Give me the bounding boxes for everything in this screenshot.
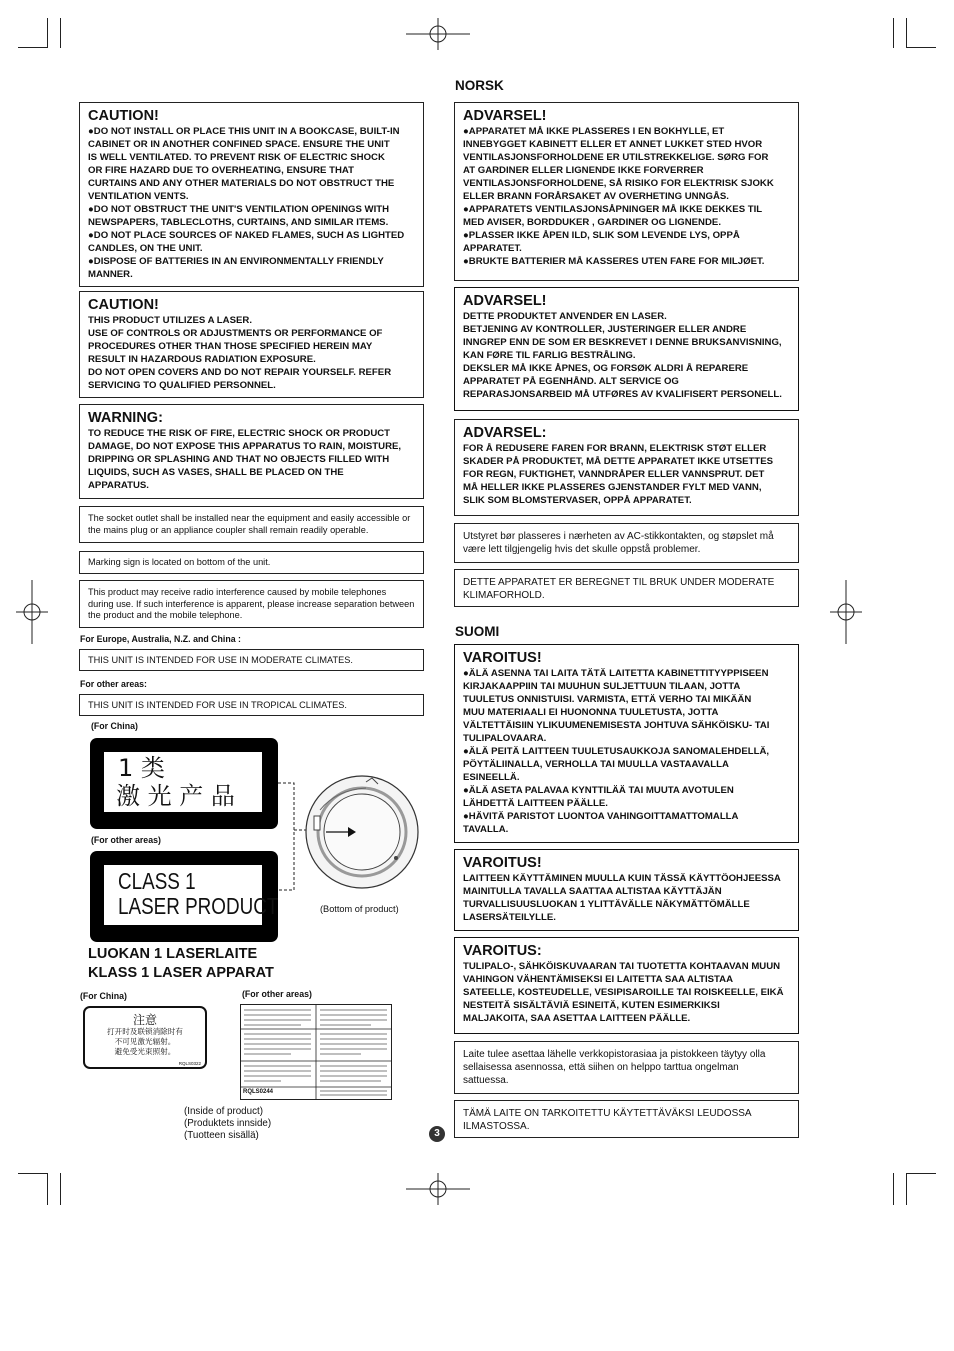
marking-note: Marking sign is located on bottom of the unit.	[88, 557, 271, 567]
norsk-heading: NORSK	[455, 78, 504, 93]
varoitus-laser-title: VAROITUS!	[463, 855, 542, 871]
caution-text: ●DO NOT INSTALL OR PLACE THIS UNIT IN A BOOKCASE, BUILT-IN CABINET OR IN ANOTHER CONFINED SPACE. ENSURE THE UNIT IS WELL VENTILATED. TO PREVENT RISK OF ELECTRIC SHOCK OR FIRE HAZARD DUE TO OVERHEATING, ENSURE THAT CURTAINS AND ANY OTHER MATERIALS DO NOT OBSTRUCT THE VENTILATION VENTS. ●DO NOT OBSTRUCT THE UNIT'S VENTILATION OPENINGS WITH NEWSPAPERS, TABLECLOTHS, CURTAINS, AND SIMILAR ITEMS. ●DO NOT PLACE SOURCES OF NAKED FLAMES, SUCH AS LIGHTED CANDLES, ON THE UNIT. ●DISPOSE OF BATTERIES IN AN ENVIRONMENTALLY FRIENDLY MANNER.	[88, 126, 405, 280]
varoitus-fire-title: VAROITUS:	[463, 943, 542, 959]
china-label-line1: 1 类	[118, 754, 165, 782]
china-label-line2: 激 光 产 品	[116, 782, 235, 810]
other-areas-label: For other areas:	[80, 679, 147, 689]
advarsel-title: ADVARSEL!	[463, 108, 547, 124]
socket-note: The socket outlet shall be installed near the equipment and easily accessible or the mains plug or an appliance coupler shall remain readily operable.	[88, 513, 411, 535]
klima-note-box	[454, 569, 799, 607]
klass-heading: KLASS 1 LASER APPARAT	[88, 965, 274, 981]
crop-mark	[47, 18, 48, 48]
page-number: 3	[429, 1126, 445, 1142]
bottom-of-product-caption: (Bottom of product)	[320, 904, 399, 914]
registration-mark-bottom	[406, 1173, 470, 1205]
leudossa-note: TÄMÄ LAITE ON TARKOITETTU KÄYTETTÄVÄKSI LEUDOSSA ILMASTOSSA.	[463, 1108, 752, 1132]
moderate-climate-note: THIS UNIT IS INTENDED FOR USE IN MODERATE CLIMATES.	[88, 655, 353, 665]
utstyret-note-box	[454, 523, 799, 563]
warning-box	[79, 404, 424, 499]
crop-mark	[906, 18, 907, 48]
for-china-caption-2: (For China)	[80, 991, 127, 1001]
inside-of-product-caption: (Inside of product) (Produktets innside) (Tuotteen sisällä)	[184, 1106, 272, 1141]
varoitus-laser-text: LAITTEEN KÄYTTÄMINEN MUULLA KUIN TÄSSÄ KÄYTTÖOHJEESSA MAINITULLA TAVALLA SAATTAA ALTISTAA KÄYTTÄJÄN TURVALLISUUSLUOKAN 1 YLITTÄVÄLLE NÄKYMÄTTÖMÄLLE LASERSÄTEILYLLE.	[463, 873, 781, 923]
marking-note-box	[79, 551, 424, 574]
warning-title: WARNING:	[88, 410, 163, 426]
caution-box-1	[79, 102, 424, 287]
registration-mark-right	[830, 580, 862, 644]
crop-mark	[906, 1173, 936, 1174]
advarsel-box-3	[454, 419, 799, 516]
radio-note-box	[79, 580, 424, 628]
varoitus-title: VAROITUS!	[463, 650, 542, 666]
china-warning-title: 注意	[132, 1013, 157, 1027]
advarsel-text: ●APPARATET MÅ IKKE PLASSERES I EN BOKHYLLE, ET INNEBYGGET KABINETT ELLER ET ANNET LUKKET STED HVOR VENTILASJONSFORHOLDENE ER UTILSTREKKELIGE. SØRG FOR AT GARDINER ELLER LIGNENDE IKKE FORVERRER VENTILASJONSFORHOLDENE, SÅ RISIKO FOR ELEKTRISK SJOKK ELLER BRANN FORÅRSAKET AV OVERHETING UNNGÅS. ●APPARATETS VENTILASJONSÅPNINGER MÅ IKKE DEKKES TIL MED AVISER, BORDDUKER , GARDINER OG LIGNENDE. ●PLASSER IKKE ÅPEN ILD, SLIK SOM LEVENDE LYS, OPPÅ APPARATET. ●BRUKTE BATTERIER MÅ KASSERES UTEN FARE FOR MILJØET.	[463, 126, 774, 267]
laite-note-box	[454, 1041, 799, 1094]
crop-mark	[906, 47, 936, 48]
laite-note: Laite tulee asettaa lähelle verkkopistorasiaa ja pistokkeen täytyy olla sellaisessa asennossa, että siihen on helppo tarttua ongelman sattuessa.	[463, 1049, 766, 1086]
varoitus-box-3	[454, 937, 799, 1034]
advarsel-box-2	[454, 287, 799, 411]
varoitus-box-1	[454, 644, 799, 843]
varoitus-text: ●ÄLÄ ASENNA TAI LAITA TÄTÄ LAITETTA KABINETTITYYPPISEEN KIRJAKAAPPIIN TAI MUUHUN SULJETTUUN TILAAN, JOTTA TUULETUS ONNISTUISI. VARMISTA, ETTÄ VERHO TAI MIKÄÄN MUU MATERIAALI EI HUONONNA TUULETUSTA, JOTTA VÄLTETTÄISIIN YLIKUUMENEMISESTA JOHTUVA SÄHKÖISKU- TAI TULIPALOVAARA. ●ÄLÄ PEITÄ LAITTEEN TUULETUSAUKKOJA SANOMALEHDELLÄ, PÖYTÄLIINALLA, VERHOLLA TAI MUULLA VASTAAVALLA ESINEELLÄ. ●ÄLÄ ASETA PALAVAA KYNTTILÄÄ TAI MUUTA AVOTULEN LÄHDETTÄ LAITTEEN PÄÄLLE. ●HÄVITÄ PARISTOT LUONTOA VAHINGOITTAMATTOMALLA TAVALLA.	[463, 668, 770, 835]
tropical-climate-box	[79, 694, 424, 716]
china-label-code: RQLS0322	[178, 1061, 201, 1066]
crop-mark	[60, 1173, 61, 1205]
class1-laser-label	[90, 851, 278, 942]
caution-laser-title: CAUTION!	[88, 297, 159, 313]
advarsel-fire-text: FOR Å REDUSERE FAREN FOR BRANN, ELEKTRISK STØT ELLER SKADER PÅ PRODUKTET, MÅ DETTE APPARATET IKKE UTSETTES FOR REGN, FUKTIGHET, VANNDRÅPER ELLER VANNSPRUT. DET MÅ HELLER IKKE PLASSERES GJENSTANDER FYLT MED VANN, SLIK SOM BLOMSTERVASER, OPPÅ APPARATET.	[463, 443, 774, 506]
advarsel-box-1	[454, 102, 799, 281]
china-warning-label	[83, 1006, 207, 1069]
inside-label-code: RQLS0244	[243, 1089, 274, 1095]
crop-mark	[47, 1173, 48, 1205]
crop-mark	[18, 47, 48, 48]
socket-note-box	[79, 506, 424, 543]
leudossa-note-box	[454, 1100, 799, 1138]
europe-label: For Europe, Australia, N.Z. and China :	[80, 634, 241, 644]
crop-mark	[893, 1173, 894, 1205]
class1-line1: CLASS 1	[118, 868, 196, 894]
crop-mark	[18, 1173, 48, 1174]
registration-mark-top	[406, 18, 470, 50]
inside-product-label	[240, 1004, 392, 1100]
for-china-caption: (For China)	[91, 721, 138, 731]
advarsel-laser-text: DETTE PRODUKTET ANVENDER EN LASER. BETJENING AV KONTROLLER, JUSTERINGER ELLER ANDRE INNGREP ENN DE SOM ER BESKREVET I DENNE BRUKSANVISNING, KAN FØRE TIL FARLIG BESTRÅLING. DEKSLER MÅ IKKE ÅPNES, OG FORSØK ALDRI Å REPARERE APPARATET PÅ EGENHÅND. ALT SERVICE OG REPARASJONSARBEID MÅ UTFØRES AV KVALIFISERT PERSONELL.	[463, 311, 782, 400]
caution-box-2	[79, 291, 424, 398]
luokan-heading: LUOKAN 1 LASERLAITE	[88, 946, 258, 962]
moderate-climate-box	[79, 649, 424, 671]
varoitus-fire-text: TULIPALO-, SÄHKÖISKUVAARAN TAI TUOTETTA KOHTAAVAN MUUN VAHINGON VÄHENTÄMISEKSI EI LAITETTA SAA ALTISTAA SATEELLE, KOSTEUDELLE, VESIPISAROILLE TAI ROISKEELLE, EIKÄ NESTEITÄ SISÄLTÄVIÄ ESINEITÄ, KUTEN ESIMERKIKSI MALJAKOITA, SAA ASETTAA LAITTEEN PÄÄLLE.	[463, 961, 784, 1024]
for-other-areas-caption: (For other areas)	[91, 835, 161, 845]
radio-note: This product may receive radio interference caused by mobile telephones during use. If such interference is apparent, please increase separation between the product and the mobile telephone.	[88, 587, 415, 620]
china-warning-text: 打开时及联锁消除时有 不可见激光辐射。 避免受光束照射。	[107, 1027, 183, 1056]
product-bottom-drawing	[276, 770, 426, 905]
suomi-heading: SUOMI	[455, 624, 500, 639]
registration-mark-left	[16, 580, 48, 644]
crop-mark	[893, 18, 894, 48]
caution-title: CAUTION!	[88, 108, 159, 124]
for-other-areas-caption-2: (For other areas)	[242, 989, 312, 999]
warning-text: TO REDUCE THE RISK OF FIRE, ELECTRIC SHOCK OR PRODUCT DAMAGE, DO NOT EXPOSE THIS APPARATUS TO RAIN, MOISTURE, DRIPPING OR SPLASHING AND THAT NO OBJECTS FILLED WITH LIQUIDS, SUCH AS VASES, SHALL BE PLACED ON THE APPARATUS.	[88, 428, 402, 491]
caution-laser-text: THIS PRODUCT UTILIZES A LASER. USE OF CONTROLS OR ADJUSTMENTS OR PERFORMANCE OF PROCEDURES OTHER THAN THOSE SPECIFIED HEREIN MAY RESULT IN HAZARDOUS RADIATION EXPOSURE. DO NOT OPEN COVERS AND DO NOT REPAIR YOURSELF. REFER SERVICING TO QUALIFIED PERSONNEL.	[88, 315, 392, 391]
advarsel-laser-title: ADVARSEL!	[463, 293, 547, 309]
china-laser-label	[90, 738, 278, 829]
utstyret-note: Utstyret bør plasseres i nærheten av AC-stikkontakten, og støpslet må være lett tilgjengelig hvis det skulle oppstå problemer.	[463, 531, 774, 555]
tropical-climate-note: THIS UNIT IS INTENDED FOR USE IN TROPICAL CLIMATES.	[88, 700, 347, 710]
crop-mark	[906, 1173, 907, 1205]
varoitus-box-2	[454, 849, 799, 931]
class1-line2: LASER PRODUCT	[118, 893, 279, 919]
advarsel-fire-title: ADVARSEL:	[463, 425, 547, 441]
crop-mark	[60, 18, 61, 48]
klima-note: DETTE APPARATET ER BEREGNET TIL BRUK UNDER MODERATE KLIMAFORHOLD.	[463, 577, 775, 601]
